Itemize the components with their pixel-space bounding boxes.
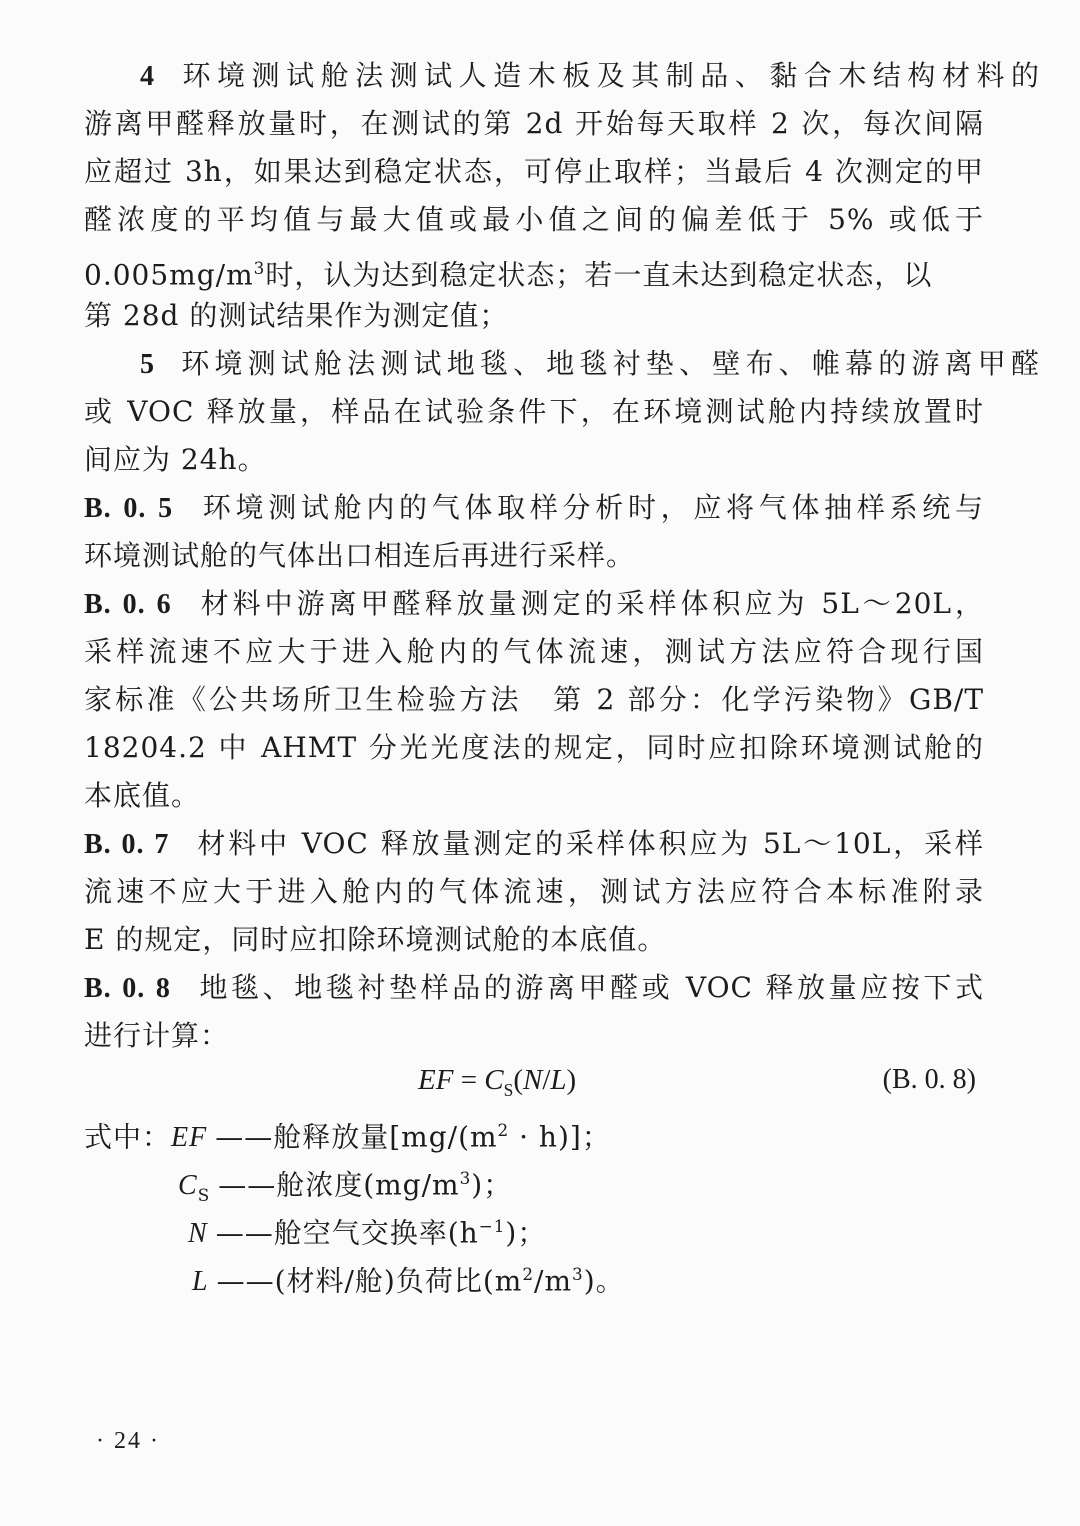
subscript: S — [197, 1184, 211, 1205]
text: ——舱空气交换率(h — [215, 1216, 479, 1250]
legend-symbol: C — [178, 1170, 198, 1202]
item-4-line-3: 应超过 3h，如果达到稳定状态，可停止取样；当最后 4 次测定的甲 — [84, 155, 984, 188]
legend-symbol: L — [192, 1266, 209, 1298]
text: ——舱浓度(mg/m — [218, 1168, 460, 1202]
clause-b06-line-4: 18204.2 中 AHMT 分光光度法的规定，同时应扣除环境测试舱的 — [84, 731, 984, 764]
legend-prefix: 式中： — [84, 1120, 172, 1154]
text: · h)]； — [509, 1120, 611, 1154]
superscript: 2 — [497, 1120, 510, 1140]
formula-c-subscript: S — [503, 1079, 514, 1100]
clause-b07-line-1 — [84, 824, 984, 865]
formula-l: L — [550, 1064, 567, 1096]
clause-number: B. 0. 8 — [84, 973, 171, 1004]
formula-n: N — [522, 1064, 543, 1096]
text: 地毯、地毯衬垫样品的游离甲醛或 VOC 释放量应按下式 — [196, 971, 984, 1004]
formula-equals: = — [453, 1064, 485, 1096]
formula-paren: ( — [513, 1064, 523, 1096]
page-number: · 24 · — [96, 1428, 160, 1454]
clause-b08-line-1 — [84, 968, 984, 1009]
clause-b05-line-2: 环境测试舱的气体出口相连后再进行采样。 — [84, 539, 636, 572]
clause-b08-line-2: 进行计算： — [84, 1019, 230, 1052]
item-4-line-4: 醛浓度的平均值与最大值或最小值之间的偏差低于 5% 或低于 — [84, 203, 984, 236]
clause-b06-line-1 — [84, 584, 984, 625]
text: )； — [471, 1168, 513, 1202]
item-4-line-2: 游离甲醛释放量时，在测试的第 2d 开始每天取样 2 次，每次间隔 — [84, 107, 984, 140]
legend-l — [192, 1254, 1080, 1302]
formula — [418, 1060, 576, 1110]
item-5-line-1 — [140, 344, 1040, 385]
item-number: 4 — [140, 61, 155, 92]
text: )； — [505, 1216, 547, 1250]
clause-b07-line-3: E 的规定，同时应扣除环境测试舱的本底值。 — [84, 923, 667, 956]
text: 环境测试舱法测试地毯、地毯衬垫、壁布、帷幕的游离甲醛 — [177, 347, 1040, 380]
clause-number: B. 0. 5 — [84, 493, 174, 524]
text: 环境测试舱内的气体取样分析时，应将气体抽样系统与 — [199, 491, 984, 524]
text: /m — [534, 1264, 573, 1298]
text: 环境测试舱法测试人造木板及其制品、黏合木结构材料的 — [177, 59, 1040, 92]
legend-symbol: EF — [171, 1122, 208, 1154]
text: 0.005mg/m — [84, 258, 254, 292]
clause-number: B. 0. 7 — [84, 829, 170, 860]
item-5-line-3: 间应为 24h。 — [84, 443, 267, 476]
text: 材料中 VOC 释放量测定的采样体积应为 5L～10L，采样 — [195, 827, 984, 860]
text: )。 — [583, 1264, 625, 1298]
superscript: 3 — [572, 1264, 584, 1284]
clause-b05-line-1 — [84, 488, 984, 529]
item-4-line-6: 第 28d 的测试结果作为测定值； — [84, 299, 509, 332]
clause-b06-line-2: 采样流速不应大于进入舱内的气体流速，测试方法应符合现行国 — [84, 635, 984, 668]
clause-number: B. 0. 6 — [84, 589, 172, 620]
legend-ef — [84, 1110, 984, 1158]
item-5-line-2: 或 VOC 释放量，样品在试验条件下，在环境测试舱内持续放置时 — [84, 395, 984, 428]
clause-b06-line-3: 家标准《公共场所卫生检验方法 第 2 部分：化学污染物》GB/T — [84, 683, 984, 716]
item-4-line-5 — [84, 248, 984, 295]
text: 材料中游离甲醛释放量测定的采样体积应为 5L～20L， — [197, 587, 984, 620]
legend-n — [188, 1206, 1080, 1254]
text: ——(材料/舱)负荷比(m — [216, 1264, 523, 1298]
text: 时，认为达到稳定状态；若一直未达到稳定状态，以 — [265, 258, 933, 292]
clause-b06-line-5: 本底值。 — [84, 779, 201, 812]
clause-b07-line-2: 流速不应大于进入舱内的气体流速，测试方法应符合本标准附录 — [84, 875, 984, 908]
text: ——舱释放量[mg/(m — [215, 1120, 498, 1154]
superscript: −1 — [478, 1216, 506, 1236]
formula-slash: / — [542, 1064, 551, 1096]
formula-c: C — [484, 1064, 504, 1096]
item-number: 5 — [140, 349, 155, 380]
superscript: 3 — [459, 1168, 472, 1188]
formula-number: (B. 0. 8) — [882, 1064, 976, 1095]
superscript: 3 — [253, 258, 266, 278]
item-4-line-1 — [140, 56, 1040, 97]
formula-paren: ) — [566, 1064, 577, 1096]
superscript: 2 — [522, 1264, 535, 1284]
formula-ef: EF — [418, 1064, 454, 1096]
legend-symbol: N — [188, 1218, 208, 1250]
